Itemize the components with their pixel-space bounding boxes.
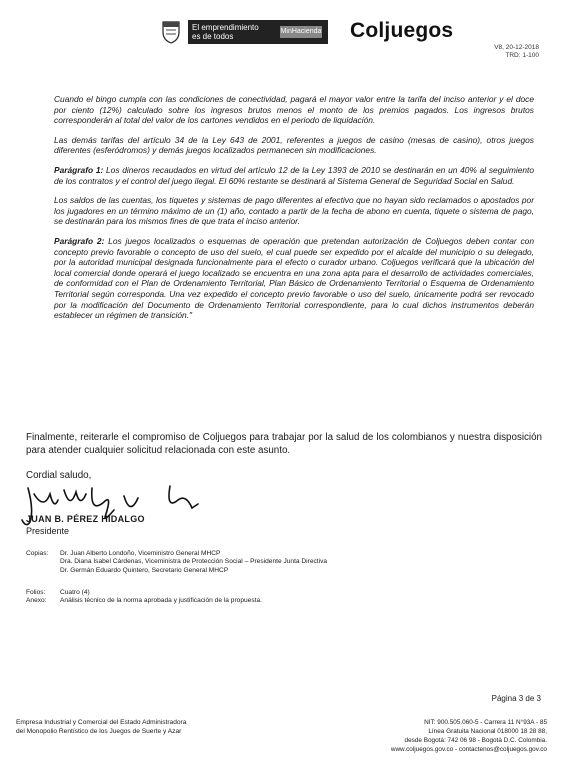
- footer-phone: Línea Gratuita Nacional 018000 18 28 88,: [428, 728, 547, 735]
- letterhead: [0, 14, 561, 50]
- footer-left-line: Empresa Industrial y Comercial del Estado Administradora: [16, 719, 187, 726]
- anexo-value: Análisis técnico de la norma aprobada y justificación de la propuesta.: [60, 597, 262, 605]
- version-info: [494, 44, 539, 60]
- letter-body: [54, 94, 534, 330]
- brand-line2: es de todos: [192, 32, 234, 41]
- copies-list: [26, 550, 327, 575]
- government-brand-box: [188, 20, 328, 44]
- coljuegos-logo: Coljuegos: [350, 19, 454, 42]
- footer-bogota: desde Bogotá: 742 06 98 - Bogotá D.C. Colombia.: [404, 737, 547, 744]
- salutation: Cordial saludo,: [26, 470, 92, 481]
- copies-label: Copias:: [26, 550, 49, 557]
- paragraph-text: Los dineros recaudados en virtud del artículo 12 de la Ley 1393 de 2010 se destinarán en un 40% al seguimiento de los contratos y el control del juego ilegal. El 60% restante se destinará al Sistema General de Seguridad Social en Salud.: [54, 164, 535, 186]
- anexo-label: Anexo:: [26, 597, 47, 605]
- copy-item: Dra. Diana Isabel Cárdenas, Viceministra de Protección Social – Presidente Junta Directiva: [60, 558, 328, 566]
- paragraph-3: [54, 165, 534, 186]
- ministry-tag: MinHacienda: [280, 26, 322, 38]
- footer-entity: [16, 719, 186, 736]
- folios-value: Cuatro (4): [60, 589, 90, 596]
- page-number: Página 3 de 3: [491, 694, 541, 703]
- copy-item: Dr. Juan Alberto Londoño, Viceministro General MHCP: [60, 550, 221, 557]
- footer-contact: [391, 718, 547, 754]
- paragraph-1: Cuando el bingo cumpla con las condiciones de conectividad, pagará el mayor valor entre la tarifa del inciso anterior y el doce por ciento (12%) calculado sobre los ingresos brutos menos el monto de los premios pagados. Los ingresos brutos corresponderán al total del valor de los cartones vendidos en el periodo de liquidación.: [54, 94, 534, 126]
- signer-name: JUAN B. PÉREZ HIDALGO: [26, 514, 145, 524]
- paragraph-label: Parágrafo 1:: [54, 164, 104, 175]
- closing-paragraph: Finalmente, reiterarle el compromiso de Coljuegos para trabajar por la salud de los colombianos y nuestra disposición para atender cualquier solicitud relacionada con este asunto.: [26, 432, 542, 456]
- paragraph-4: Los saldos de las cuentas, los tiquetes y sistemas de pago diferentes al efectivo que no hayan sido reclamados o apostados por los jugadores en un término máximo de un (1) año, contado a partir de la fecha de abono en cuenta, tiquete o sistema de pago, se destinarán para los mismos fines de que trata el inciso anterior.: [54, 195, 534, 227]
- colombia-shield-icon: [160, 18, 182, 44]
- paragraph-5: [54, 236, 534, 321]
- copy-item: Dr. Germán Eduardo Quintero, Secretario General MHCP: [60, 566, 229, 574]
- trd-code: TRD: 1-100: [505, 52, 539, 59]
- paragraph-text: Los juegos localizados o esquemas de operación que pretendan autorización de Coljuegos deben contar con concepto previo favorable o concepto de uso del suelo, el cual puede ser expedido por el alcalde del municipio o su delegado, por la autoridad municipal designada funcionalmente para el efecto o curador urbano. Coljuegos verificará que la ubicación del local comercial donde operará el juego localizado se encuentra en una zona apta para el desarrollo de actividades comerciales, de conformidad con el Plan de Ordenamiento Territorial, Plan Básico de Ordenamiento Territorial o Esquema de Ordenamiento Territorial según corresponda. Una vez expedido el concepto previo favorable o uso del suelo, únicamente podrá ser revocado por la modificación del Documento de Ordenamiento Territorial correspondiente, para lo cual dichos instrumentos deberán establecer un régimen de transición.": [54, 235, 534, 321]
- footer-web-link[interactable]: www.coljuegos.gov.co - contactenos@coljuegos.gov.co: [390, 746, 547, 753]
- version-date: V8, 20-12-2018: [494, 44, 539, 51]
- footer-left-line: del Monopolio Rentístico de los Juegos de Suerte y Azar: [16, 727, 182, 735]
- folios-label: Folios:: [26, 589, 46, 596]
- signer-role: Presidente: [26, 526, 70, 536]
- paragraph-2: Las demás tarifas del artículo 34 de la Ley 643 de 2001, referentes a juegos de casino (mesas de casino), otros juegos diferentes (esferódromos) y demás juegos localizados permanecen sin modificaciones.: [54, 134, 534, 156]
- brand-line1: El emprendimiento: [192, 23, 259, 32]
- footer-nit: NIT: 900.505.060-5 - Carrera 11 N°93A - 85: [424, 719, 547, 726]
- attachments-info: [26, 589, 262, 606]
- paragraph-label: Parágrafo 2:: [54, 235, 105, 246]
